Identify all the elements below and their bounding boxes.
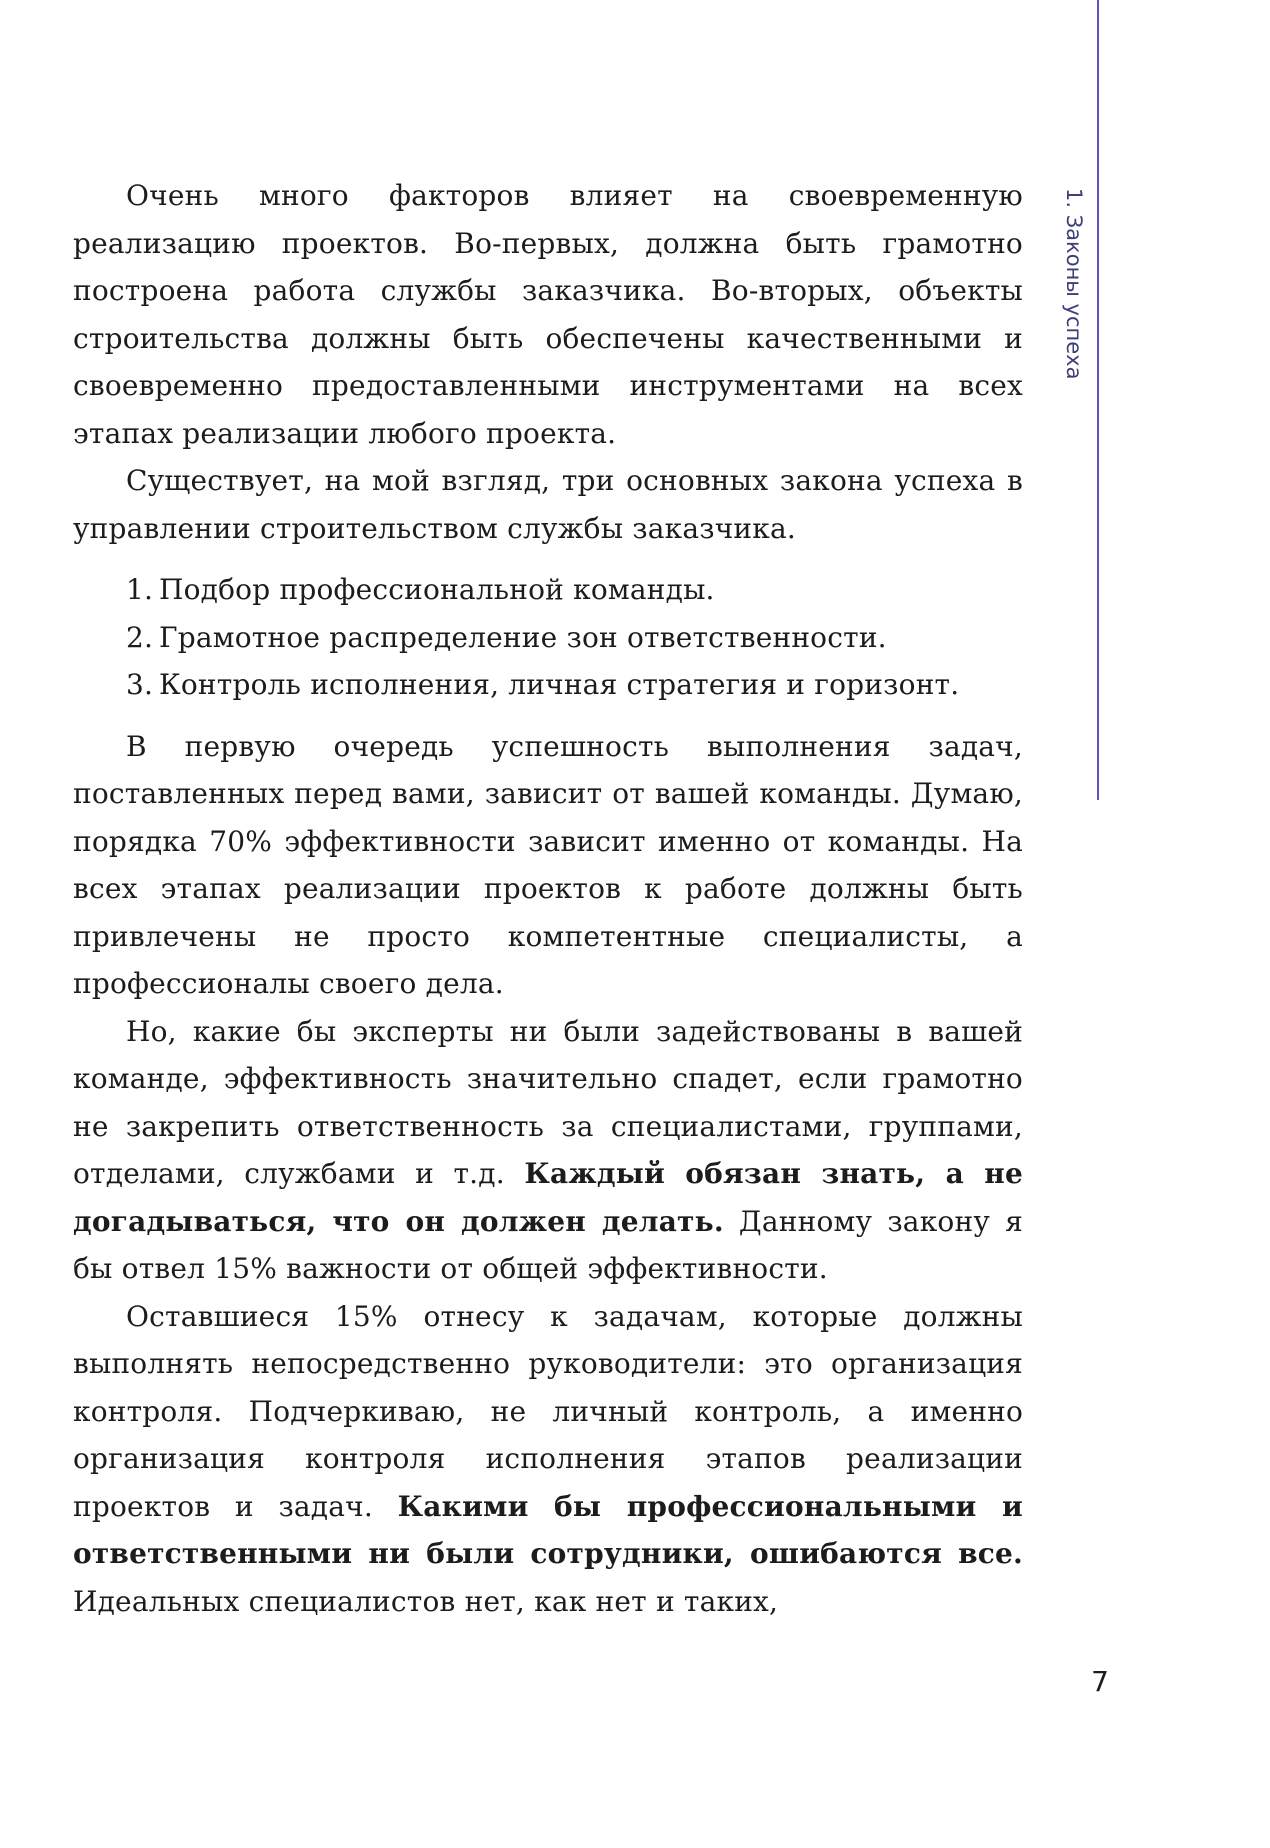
running-head-label: 1. Законы успеха	[1062, 188, 1086, 380]
list-item-number: 3.	[126, 668, 154, 701]
paragraph-5-text: Оставшиеся 15% отнесу к задачам, которые должны выполнять непосредственно руководители: это организация контроля. Подчеркиваю, не личный контроль, а именно организация контроля исполнения этапов реализации проектов и задач.	[73, 1299, 1023, 1523]
paragraph-5-text-end: Идеальных специалистов нет, как нет и таких,	[73, 1584, 779, 1618]
running-head	[1054, 188, 1094, 388]
page-body	[73, 172, 1023, 1625]
paragraph-5	[73, 1293, 1023, 1626]
paragraph-3: В первую очередь успешность выполнения задач, поставленных перед вами, зависит от вашей команды. Думаю, порядка 70% эффективности зависит именно от команды. На всех этапах реализации проектов к работе должны быть привлечены не просто компетентные специалисты, а профессионалы своего дела.	[73, 729, 1023, 1000]
paragraph-4-emphasis: Каждый обязан знать, а не догадываться, что он должен делать.	[73, 1157, 1023, 1238]
paragraph-1: Очень много факторов влияет на своевременную реализацию проектов. Во-первых, должна быть грамотно построена работа службы заказчика. Во-вторых, объекты строительства должны быть обеспечены качественными и своевременно предоставленными инструментами на всех этапах реализации любого проекта.	[73, 179, 1023, 450]
list-item	[126, 566, 1023, 614]
paragraph-4-text-end: Данному закону я бы отвел 15% важности от общей эффективности.	[73, 1204, 1023, 1285]
paragraph-4	[73, 1008, 1023, 1293]
list-item-number: 1.	[126, 573, 154, 606]
paragraph-5-emphasis: Какими бы профессиональными и ответственными ни были сотрудники, ошибаются все.	[73, 1489, 1024, 1570]
laws-list	[126, 566, 1023, 709]
list-item-text: Грамотное распределение зон ответственности.	[159, 620, 887, 654]
paragraph-4-text: Но, какие бы эксперты ни были задействованы в вашей команде, эффективность значительно спадет, если грамотно не закрепить ответственность за специалистами, группами, отделами, службами и т.д.	[73, 1014, 1023, 1190]
list-item	[126, 614, 1023, 662]
list-item-text: Подбор профессиональной команды.	[159, 573, 715, 606]
list-item-number: 2.	[126, 620, 154, 654]
margin-rule	[1097, 0, 1099, 800]
list-item	[126, 661, 1023, 709]
page-number: 7	[1091, 1665, 1109, 1698]
list-item-text: Контроль исполнения, личная стратегия и горизонт.	[159, 668, 960, 701]
paragraph-2: Существует, на мой взгляд, три основных закона успеха в управлении строительством службы заказчика.	[73, 464, 1023, 545]
